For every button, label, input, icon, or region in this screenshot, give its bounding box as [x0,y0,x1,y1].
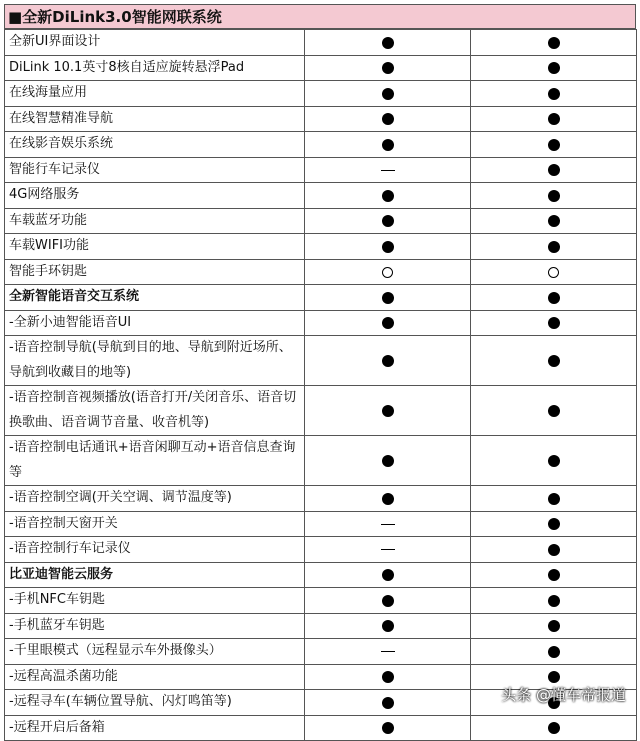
trim-2-value [471,183,637,209]
standard-dot-icon [548,355,560,367]
standard-dot-icon [382,722,394,734]
feature-label: 全新UI界面设计 [5,30,305,56]
table-row [5,511,637,537]
feature-label: -全新小迪智能语音UI [5,310,305,336]
not-available-dash-icon [381,170,395,171]
standard-dot-icon [382,493,394,505]
feature-label: 车载蓝牙功能 [5,208,305,234]
trim-2-value [471,132,637,158]
trim-1-value [305,486,471,512]
trim-1-value [305,436,471,486]
standard-dot-icon [382,292,394,304]
trim-2-value [471,715,637,741]
trim-1-value [305,132,471,158]
feature-label: 比亚迪智能云服务 [5,562,305,588]
table-row [5,310,637,336]
standard-dot-icon [548,164,560,176]
trim-1-value [305,208,471,234]
section-row [5,285,637,311]
trim-1-value [305,639,471,665]
trim-2-value [471,285,637,311]
table-row [5,613,637,639]
spec-table [4,29,637,741]
trim-1-value [305,259,471,285]
trim-2-value [471,537,637,563]
trim-2-value [471,639,637,665]
trim-1-value [305,106,471,132]
trim-1-value [305,336,471,386]
standard-dot-icon [382,139,394,151]
table-row [5,132,637,158]
trim-1-value [305,30,471,56]
feature-label: 在线影音娱乐系统 [5,132,305,158]
standard-dot-icon [382,355,394,367]
trim-2-value [471,486,637,512]
trim-1-value [305,81,471,107]
trim-2-value [471,81,637,107]
trim-2-value [471,436,637,486]
standard-dot-icon [382,620,394,632]
table-row [5,336,637,386]
feature-label: 车载WIFI功能 [5,234,305,260]
feature-label: 在线海量应用 [5,81,305,107]
standard-dot-icon [382,62,394,74]
trim-2-value [471,613,637,639]
standard-dot-icon [548,139,560,151]
trim-1-value [305,285,471,311]
trim-1-value [305,664,471,690]
table-row [5,588,637,614]
not-available-dash-icon [381,651,395,652]
standard-dot-icon [548,518,560,530]
optional-circle-icon [382,267,393,278]
feature-label: -语音控制行车记录仪 [5,537,305,563]
trim-1-value [305,55,471,81]
standard-dot-icon [548,544,560,556]
trim-2-value [471,106,637,132]
table-row [5,55,637,81]
feature-label: -语音控制音视频播放(语音打开/关闭音乐、语音切换歌曲、语音调节音量、收音机等) [5,386,305,436]
trim-1-value [305,511,471,537]
table-row [5,715,637,741]
feature-label: -远程寻车(车辆位置导航、闪灯鸣笛等) [5,690,305,716]
standard-dot-icon [548,455,560,467]
standard-dot-icon [548,317,560,329]
trim-2-value [471,336,637,386]
standard-dot-icon [382,317,394,329]
trim-1-value [305,613,471,639]
trim-2-value [471,310,637,336]
standard-dot-icon [382,671,394,683]
trim-1-value [305,183,471,209]
table-row [5,234,637,260]
standard-dot-icon [548,113,560,125]
feature-label: 智能行车记录仪 [5,157,305,183]
feature-label: 在线智慧精准导航 [5,106,305,132]
trim-2-value [471,386,637,436]
standard-dot-icon [382,405,394,417]
standard-dot-icon [382,241,394,253]
section-title: ■全新DiLink3.0智能网联系统 [4,4,636,29]
standard-dot-icon [548,62,560,74]
standard-dot-icon [548,292,560,304]
spec-sheet [4,4,636,741]
standard-dot-icon [382,569,394,581]
trim-2-value [471,157,637,183]
section-row [5,562,637,588]
standard-dot-icon [382,215,394,227]
not-available-dash-icon [381,524,395,525]
standard-dot-icon [548,595,560,607]
feature-label: -语音控制电话通讯+语音闲聊互动+语音信息查询等 [5,436,305,486]
trim-2-value [471,208,637,234]
feature-label: -远程高温杀菌功能 [5,664,305,690]
table-row [5,81,637,107]
standard-dot-icon [382,455,394,467]
table-row [5,386,637,436]
trim-2-value [471,234,637,260]
standard-dot-icon [548,37,560,49]
trim-2-value [471,562,637,588]
trim-2-value [471,55,637,81]
table-row [5,486,637,512]
table-row [5,183,637,209]
standard-dot-icon [548,493,560,505]
standard-dot-icon [548,671,560,683]
trim-2-value [471,259,637,285]
trim-1-value [305,715,471,741]
standard-dot-icon [548,190,560,202]
standard-dot-icon [382,697,394,709]
standard-dot-icon [548,722,560,734]
feature-label: -语音控制导航(导航到目的地、导航到附近场所、导航到收藏目的地等) [5,336,305,386]
standard-dot-icon [548,241,560,253]
trim-2-value [471,588,637,614]
optional-circle-icon [548,267,559,278]
feature-label: -手机蓝牙车钥匙 [5,613,305,639]
standard-dot-icon [382,595,394,607]
standard-dot-icon [548,405,560,417]
feature-label: 全新智能语音交互系统 [5,285,305,311]
trim-1-value [305,310,471,336]
not-available-dash-icon [381,549,395,550]
trim-1-value [305,157,471,183]
standard-dot-icon [548,569,560,581]
feature-label: -手机NFC车钥匙 [5,588,305,614]
trim-2-value [471,30,637,56]
table-row [5,157,637,183]
standard-dot-icon [548,215,560,227]
table-row [5,537,637,563]
trim-1-value [305,234,471,260]
feature-label: -千里眼模式（远程显示车外摄像头） [5,639,305,665]
trim-1-value [305,562,471,588]
table-row [5,259,637,285]
table-row [5,436,637,486]
trim-1-value [305,690,471,716]
standard-dot-icon [382,190,394,202]
feature-label: 智能手环钥匙 [5,259,305,285]
table-row [5,30,637,56]
standard-dot-icon [382,113,394,125]
feature-label: -远程开启后备箱 [5,715,305,741]
table-row [5,208,637,234]
standard-dot-icon [382,37,394,49]
watermark: 头条 @懂车帝报道 [501,686,626,704]
standard-dot-icon [548,620,560,632]
standard-dot-icon [382,88,394,100]
trim-1-value [305,386,471,436]
trim-1-value [305,588,471,614]
standard-dot-icon [548,646,560,658]
feature-label: -语音控制空调(开关空调、调节温度等) [5,486,305,512]
standard-dot-icon [548,88,560,100]
trim-2-value [471,511,637,537]
table-row [5,639,637,665]
table-row [5,106,637,132]
feature-label: DiLink 10.1英寸8核自适应旋转悬浮Pad [5,55,305,81]
trim-1-value [305,537,471,563]
feature-label: 4G网络服务 [5,183,305,209]
feature-label: -语音控制天窗开关 [5,511,305,537]
